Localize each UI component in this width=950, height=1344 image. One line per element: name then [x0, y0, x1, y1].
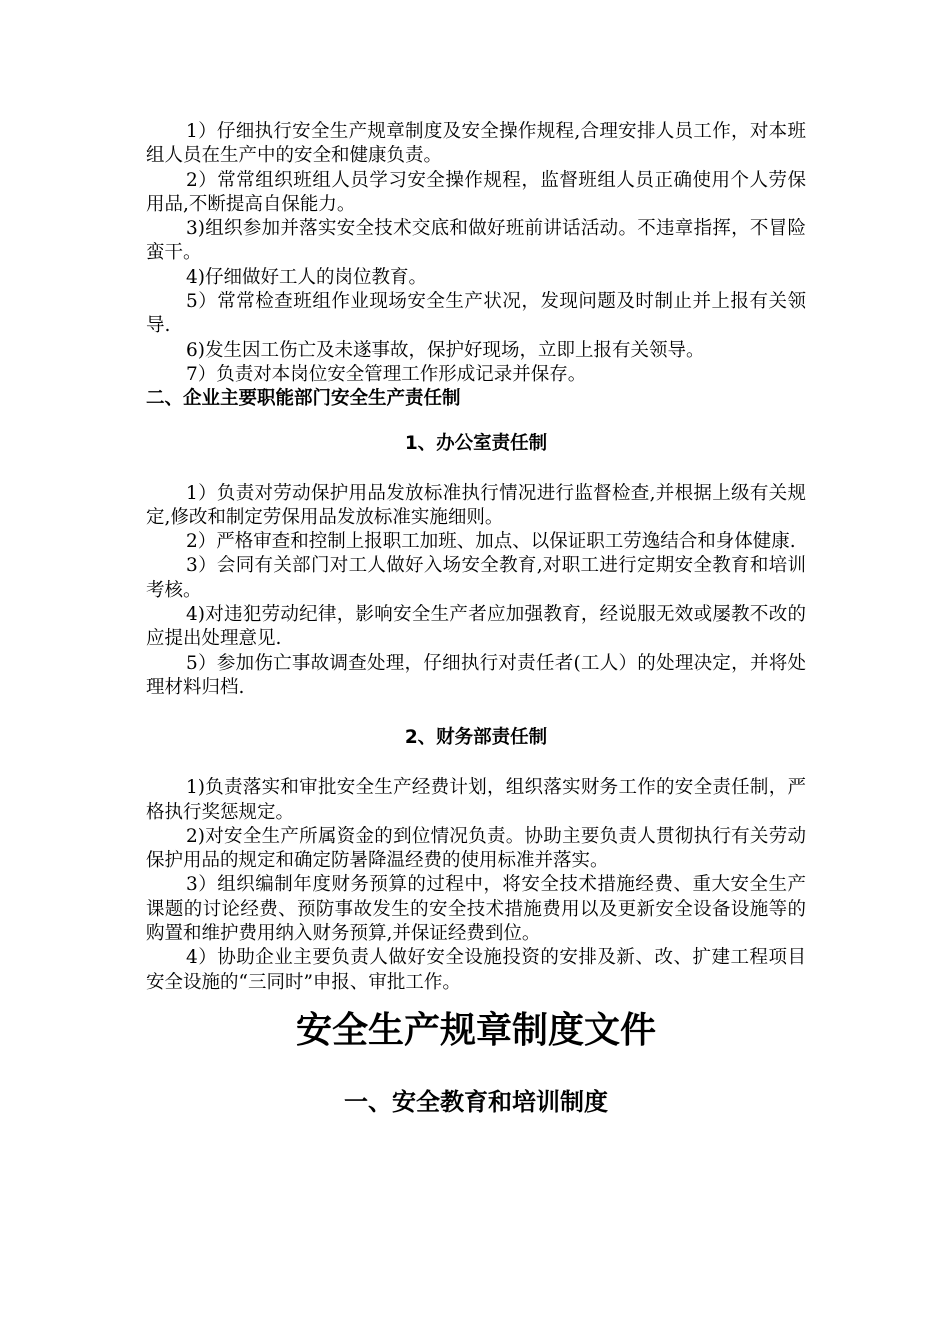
paragraph: 1）负责对劳动保护用品发放标准执行情况进行监督检查,并根据上级有关规定,修改和制定劳保用品发放标准实施细则。: [146, 482, 806, 528]
section-heading: 二、企业主要职能部门安全生产责任制: [146, 388, 461, 410]
paragraph: 4)仔细做好工人的岗位教育。: [186, 266, 427, 288]
paragraph: 2）常常组织班组人员学习安全操作规程，监督班组人员正确使用个人劳保用品,不断提高自保能力。: [146, 169, 806, 215]
paragraph: 1）仔细执行安全生产规章制度及安全操作规程,合理安排人员工作，对本班组人员在生产中的安全和健康负责。: [146, 121, 806, 167]
office-section: [146, 482, 806, 701]
paragraph: 4）协助企业主要负责人做好安全设施投资的安排及新、改、扩建工程项目安全设施的“三同时”申报、审批工作。: [146, 947, 806, 993]
subsection-heading-finance: 2、财务部责任制: [404, 727, 548, 749]
paragraph: 1)负责落实和审批安全生产经费计划，组织落实财务工作的安全责任制，严格执行奖惩规定。: [146, 777, 806, 823]
paragraph: 2)对安全生产所属资金的到位情况负责。协助主要负责人贯彻执行有关劳动保护用品的规定和确定防暑降温经费的使用标准并落实。: [146, 825, 806, 872]
paragraph: 2）严格审查和控制上报职工加班、加点、以保证职工劳逸结合和身体健康.: [186, 531, 796, 553]
finance-section: [146, 776, 806, 995]
paragraph: 6)发生因工伤亡及未遂事故，保护好现场，立即上报有关领导。: [186, 339, 705, 361]
paragraph: 4)对违犯劳动纪律，影响安全生产者应加强教育，经说服无效或屡教不改的应提出处理意见.: [146, 604, 806, 650]
paragraph: 7）负责对本岗位安全管理工作形成记录并保存。: [186, 363, 587, 385]
document-title: 安全生产规章制度文件: [295, 1009, 656, 1051]
paragraph: 3）组织编制年度财务预算的过程中，将安全技术措施经费、重大安全生产课题的讨论经费、预防事故发生的安全技术措施费用以及更新安全设备设施等的购置和维护费用纳入财务预算,并保证经费到位。: [146, 874, 806, 945]
paragraph: 3)组织参加并落实安全技术交底和做好班前讲话活动。不违章指挥，不冒险蛮干。: [146, 218, 806, 264]
paragraph: 3）会同有关部门对工人做好入场安全教育,对职工进行定期安全教育和培训考核。: [146, 555, 806, 601]
subsection-heading-office: 1、办公室责任制: [404, 432, 548, 454]
paragraph: 5）参加伤亡事故调查处理，仔细执行对责任者(工人）的处理决定，并将处理材料归档.: [146, 652, 806, 698]
document-page: [146, 120, 806, 1119]
section-a: [146, 120, 806, 387]
document-subtitle: 一、安全教育和培训制度: [344, 1087, 608, 1116]
paragraph: 5）常常检查班组作业现场安全生产状况，发现问题及时制止并上报有关领导.: [146, 291, 806, 337]
